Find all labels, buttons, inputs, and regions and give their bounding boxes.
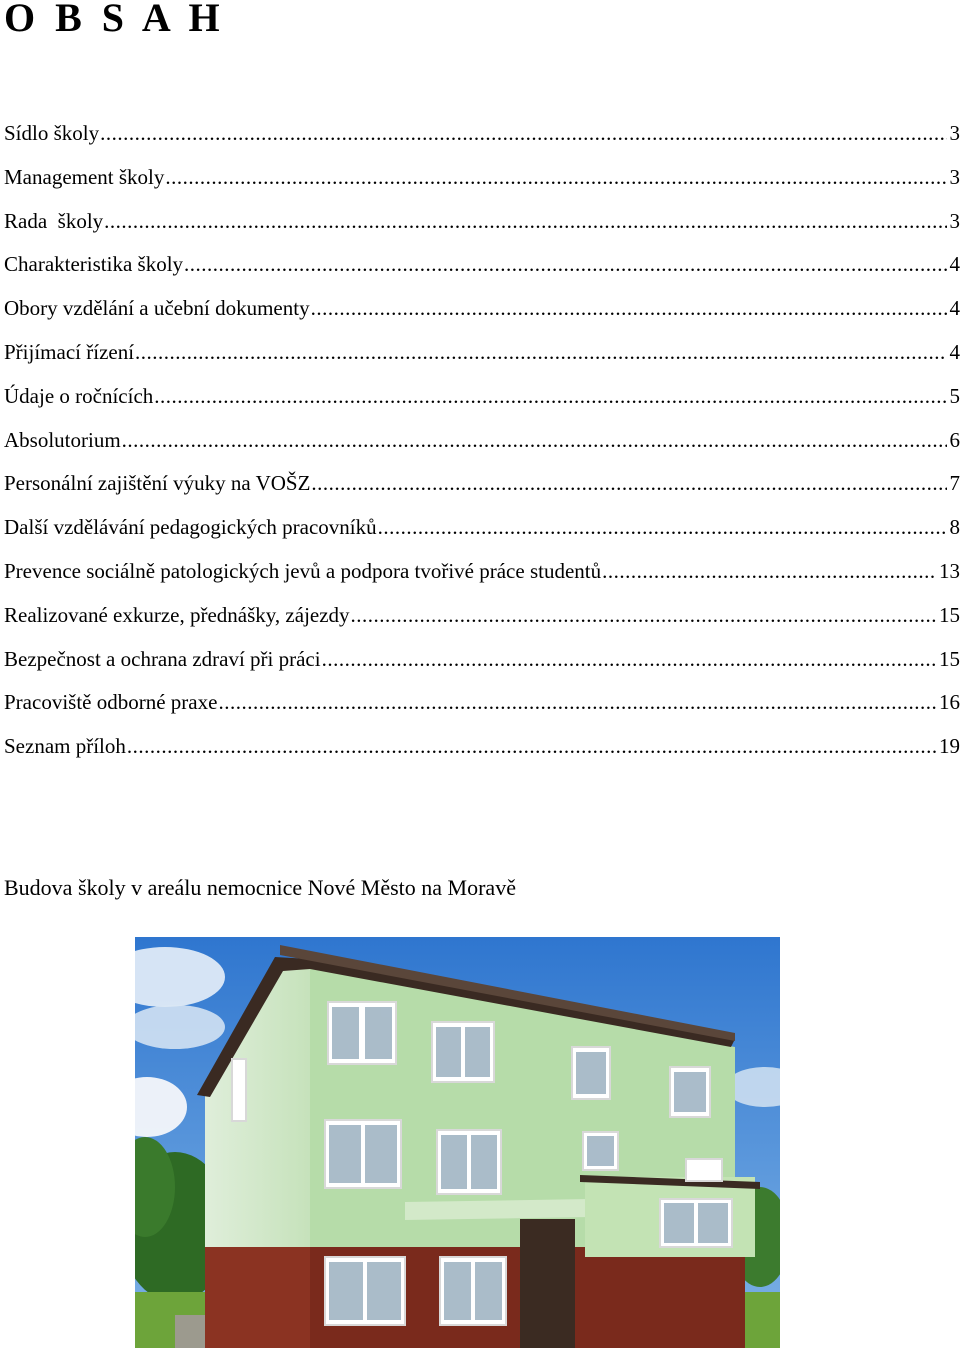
toc-entry[interactable] [4, 425, 960, 469]
toc-page-number: 3 [949, 164, 960, 189]
toc-entry-label: Rada školy [4, 208, 104, 233]
toc-leader-dots [311, 468, 946, 498]
toc-entry[interactable] [4, 468, 960, 512]
toc-leader-dots [351, 600, 936, 630]
toc-entry[interactable] [4, 731, 960, 775]
toc-leader-dots [104, 206, 946, 236]
toc-entry-label: Personální zajištění výuky na VOŠZ [4, 471, 311, 496]
school-building-photo [135, 937, 780, 1348]
toc-leader-dots [602, 556, 936, 586]
photo-caption: Budova školy v areálu nemocnice Nové Město na Moravě [4, 875, 516, 900]
toc-entry-label: Absolutorium [4, 427, 121, 452]
toc-page-number: 19 [939, 734, 960, 759]
toc-page-number: 16 [939, 690, 960, 715]
toc-entry-label: Údaje o ročnících [4, 383, 154, 408]
toc-entry[interactable] [4, 206, 960, 250]
toc-page-number: 13 [939, 558, 960, 583]
table-of-contents [4, 118, 960, 775]
toc-leader-dots [165, 162, 946, 192]
toc-entry[interactable] [4, 644, 960, 688]
toc-entry[interactable] [4, 118, 960, 162]
toc-entry-label: Sídlo školy [4, 121, 100, 145]
toc-page-number: 6 [949, 427, 960, 452]
toc-leader-dots [122, 425, 947, 455]
toc-leader-dots [378, 512, 947, 542]
toc-leader-dots [184, 249, 946, 279]
toc-page-number: 4 [949, 252, 960, 277]
toc-entry[interactable] [4, 600, 960, 644]
toc-entry[interactable] [4, 337, 960, 381]
toc-entry[interactable] [4, 512, 960, 556]
toc-leader-dots [127, 731, 936, 761]
toc-page-number: 5 [949, 383, 960, 408]
toc-leader-dots [218, 687, 936, 717]
toc-page-number: 7 [949, 471, 960, 496]
toc-entry-label: Obory vzdělání a učební dokumenty [4, 296, 310, 321]
toc-leader-dots [154, 381, 946, 411]
toc-entry-label: Realizované exkurze, přednášky, zájezdy [4, 602, 350, 627]
toc-entry[interactable] [4, 381, 960, 425]
window [686, 1159, 722, 1181]
toc-leader-dots [135, 337, 946, 367]
toc-leader-dots [311, 293, 947, 323]
toc-entry[interactable] [4, 162, 960, 206]
toc-page-number: 15 [939, 646, 960, 671]
toc-entry-label: Pracoviště odborné praxe [4, 690, 218, 715]
toc-entry[interactable] [4, 249, 960, 293]
toc-entry-label: Další vzdělávání pedagogických pracovníků [4, 515, 377, 540]
toc-entry-label: Prevence sociálně patologických jevů a podpora tvořivé práce studentů [4, 558, 602, 583]
toc-page-number: 3 [949, 121, 960, 145]
toc-entry-label: Management školy [4, 164, 165, 189]
toc-leader-dots [322, 644, 936, 674]
toc-entry[interactable] [4, 293, 960, 337]
gable-plinth [205, 1247, 310, 1348]
toc-page-number: 8 [949, 515, 960, 540]
window [232, 1059, 246, 1121]
toc-entry-label: Přijímací řízení [4, 339, 135, 364]
entrance-door [520, 1219, 575, 1348]
toc-entry-label: Bezpečnost a ochrana zdraví při práci [4, 646, 321, 671]
toc-page-number: 15 [939, 602, 960, 627]
toc-entry-label: Seznam příloh [4, 734, 126, 759]
toc-leader-dots [100, 118, 946, 148]
toc-page-number: 3 [949, 208, 960, 233]
toc-page-number: 4 [949, 296, 960, 321]
toc-entry[interactable] [4, 556, 960, 600]
toc-entry[interactable] [4, 687, 960, 731]
toc-entry-label: Charakteristika školy [4, 252, 184, 277]
entrance-canopy [405, 1199, 590, 1220]
toc-page-number: 4 [949, 339, 960, 364]
page-title: O B S A H [4, 0, 225, 40]
